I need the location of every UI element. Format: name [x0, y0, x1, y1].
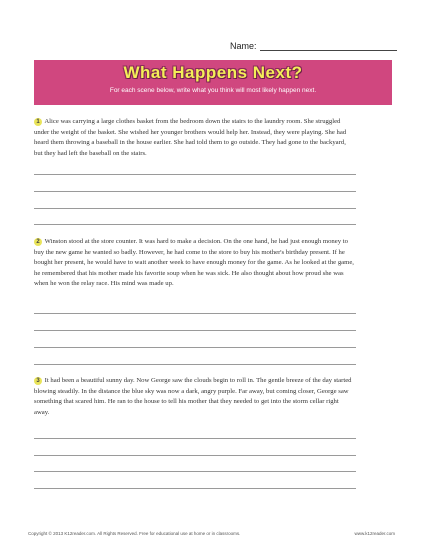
answer-line[interactable] [34, 455, 356, 456]
answer-line[interactable] [34, 438, 356, 439]
scene-number-badge: 2 [34, 238, 42, 246]
scene-3 [34, 376, 354, 418]
scene-2 [34, 237, 354, 290]
worksheet-title: What Happens Next? [123, 63, 303, 82]
answer-line[interactable] [34, 191, 356, 192]
name-field-row [230, 41, 397, 51]
answer-line[interactable] [34, 347, 356, 348]
answer-line[interactable] [34, 364, 356, 365]
title-banner [34, 60, 392, 105]
answer-line[interactable] [34, 174, 356, 175]
scene-number-badge: 1 [34, 118, 42, 126]
copyright-text: Copyright © 2013 K12reader.com. All Rights Reserved. Free for educational use at home or in classrooms. [28, 531, 241, 536]
name-line[interactable] [260, 41, 397, 51]
answer-line[interactable] [34, 488, 356, 489]
answer-line[interactable] [34, 471, 356, 472]
scene-number-badge: 3 [34, 377, 42, 385]
answer-line[interactable] [34, 313, 356, 314]
answer-line[interactable] [34, 208, 356, 209]
scene-text: Alice was carrying a large clothes basket from the bedroom down the stairs to the laundry room. She struggled under the weight of the basket. She wished her younger brothers would help her. Instead, they were playing. She had heard them throwing a baseball in the house earlier. She had told them to go outside. They had gone to the backyard, but they had left the baseball on the stairs. [34, 118, 347, 157]
answer-line[interactable] [34, 330, 356, 331]
instructions: For each scene below, write what you think will most likely happen next. [109, 87, 317, 94]
site-url: www.k12reader.com [354, 531, 395, 536]
scene-1 [34, 117, 354, 159]
scene-text: Winston stood at the store counter. It was hard to make a decision. On the one hand, he had just enough money to buy the new game he wanted so badly. However, he had come to the store to buy his mother's birthday present. If he bought her present, he would have to wait another week to have enough money for the game. As he looked at the game, he remembered that his mother made his favorite soup when he was sick. He also thought about how proud she was when he won the relay race. His mind was made up. [34, 238, 354, 287]
name-label: Name: [230, 41, 257, 51]
answer-line[interactable] [34, 224, 356, 225]
scene-text: It had been a beautiful sunny day. Now George saw the clouds begin to roll in. The gentle breeze of the day started blowing steadily. In the distance the blue sky was now a dark, angry purple. Far away, but coming closer, George saw something that scared him. He ran to the house to tell his mother that they needed to get into the storm cellar right away. [34, 377, 352, 416]
